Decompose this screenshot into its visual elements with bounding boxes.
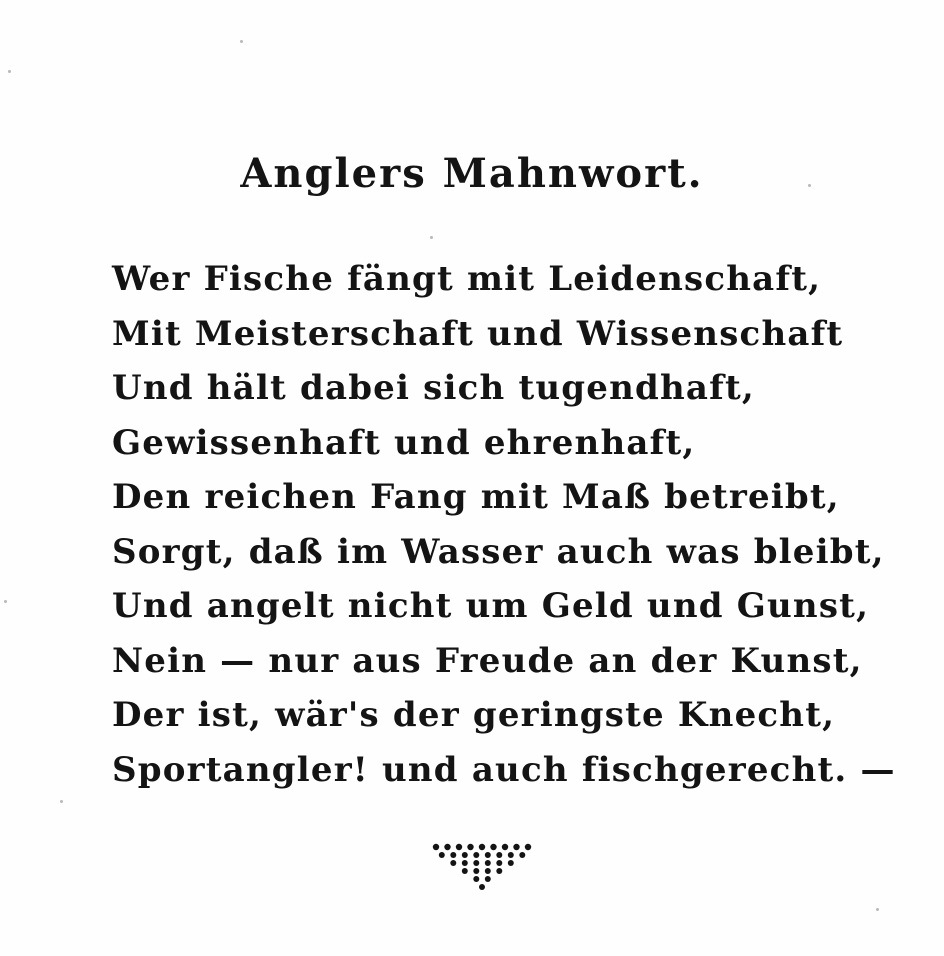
ornament-dot (502, 844, 508, 850)
ornament-dot (473, 876, 479, 882)
ornament-dot (490, 844, 496, 850)
ornament-dot (485, 852, 491, 858)
ornament-dot (473, 868, 479, 874)
poem-line: Und hält dabei sich tugendhaft, (112, 368, 755, 408)
ornament-dot (519, 852, 525, 858)
poem-line: Sportangler! und auch fischgerecht. — (112, 749, 896, 790)
ornament-dot (485, 868, 491, 874)
ornament-dot (473, 852, 479, 858)
poem-title: Anglers Mahnwort. (240, 150, 704, 197)
ornament-dot (525, 844, 531, 850)
poem-line: Der ist, wär's der geringste Knecht, (112, 695, 836, 735)
poem-line: Und angelt nicht um Geld und Gunst, (112, 586, 870, 626)
ornament-dot (433, 844, 439, 850)
ornament-dot (456, 844, 462, 850)
ornament-dot (485, 860, 491, 866)
paper-speck (8, 70, 11, 73)
ornament-dot (508, 852, 514, 858)
ornament-dot (473, 860, 479, 866)
poem-line: Den reichen Fang mit Maß betreibt, (112, 477, 840, 517)
ornament-dot (450, 860, 456, 866)
ornament-dot (479, 844, 485, 850)
ornament-dot (479, 884, 485, 890)
ornament-dot (462, 868, 468, 874)
ornament-dot (444, 844, 450, 850)
dotted-triangle-ornament-icon (428, 842, 536, 892)
ornament-dot (467, 844, 473, 850)
ornament-dot (513, 844, 519, 850)
ornament-graphic (428, 842, 536, 892)
ornament-dot (496, 868, 502, 874)
ornament-dot (450, 852, 456, 858)
paper-speck (4, 600, 7, 603)
ornament-dot (496, 852, 502, 858)
paper-speck (240, 40, 243, 43)
poem-line: Wer Fische fängt mit Leidenschaft, (112, 259, 822, 299)
poem-stanza (112, 252, 896, 797)
paper-speck (60, 800, 63, 803)
paper-speck (430, 236, 433, 239)
poem-line: Gewissenhaft und ehrenhaft, (112, 422, 696, 463)
ornament-dot (485, 876, 491, 882)
poem-line: Sorgt, daß im Wasser auch was bleibt, (112, 531, 885, 572)
poem-line: Mit Meisterschaft und Wissenschaft (112, 313, 844, 354)
paper-speck (876, 908, 879, 911)
ornament-dot (462, 860, 468, 866)
ornament-dot (439, 852, 445, 858)
ornament-dot (462, 852, 468, 858)
poem-line: Nein — nur aus Freude an der Kunst, (112, 640, 863, 681)
ornament-dot (508, 860, 514, 866)
ornament-dot (496, 860, 502, 866)
